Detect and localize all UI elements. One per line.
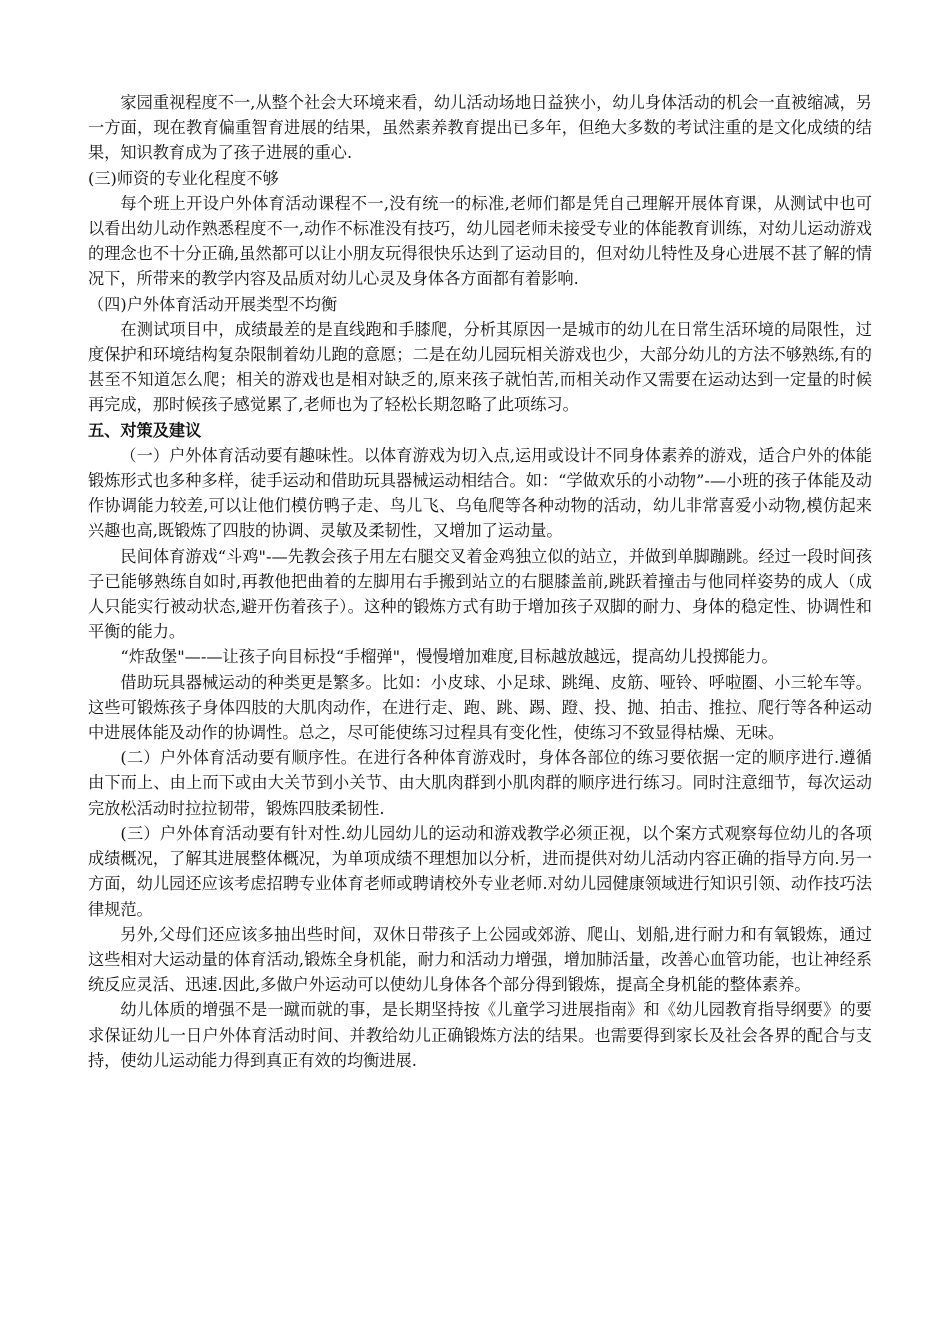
paragraph-sequence: (二）户外体育活动要有顺序性。在进行各种体育游戏时，身体各部位的练习要依据一定的顺序进行.遵循由下而上、由上而下或由大关节到小关节、由大肌肉群到小肌肉群的顺序进行练习。同时注意细节，每次运动完放松活动时拉拉韧带，锻炼四肢柔韧性. [88,748,872,818]
heading-countermeasures: 五、对策及建议 [88,420,202,440]
heading-teacher-professionalism: (三)师资的专业化程度不够 [88,168,279,188]
paragraph-bunker-game: “炸敌堡"—-—让孩子向目标投“手榴弹"，慢慢增加难度,目标越放越远，提高幼儿投掷能力。 [120,647,778,667]
paragraph-parents: 另外,父母们还应该多抽出些时间，双休日带孩子上公园或郊游、爬山、划船,进行耐力和有氧锻炼，通过这些相对大运动量的体育活动,锻炼全身机能，耐力和活动力增强，增加肺活量，改善心血管功能，也让神经系统反应灵活、迅速.因此,多做户外运动可以使幼儿身体各个部分得到锻炼，提高全身机能的整体素养。 [88,924,872,995]
paragraph-equipment: 借助玩具器械运动的种类更是繁多。比如：小皮球、小足球、跳绳、皮筋、哑铃、呼啦圈、小三轮车等。这些可锻炼孩子身体四肢的大肌肉动作，在进行走、跑、跳、踢、蹬、投、抛、拍击、推拉、爬行等各种运动中进展体能及动作的协调性。总之，尽可能使练习过程具有变化性，使练习不致显得枯燥、无味。 [88,672,872,743]
paragraph-teacher-professionalism: 每个班上开设户外体育活动课程不一,没有统一的标准,老师们都是凭自己理解开展体育课，从测试中也可以看出幼儿动作熟悉程度不一,动作不标准没有技巧，幼儿园老师未接受专业的体能教育训练，对幼儿运动游戏的理念也不十分正确,虽然都可以让小朋友玩得很快乐达到了运动目的，但对幼儿特性及身心进展不甚了解的情况下，所带来的教学内容及品质对幼儿心灵及身体各方面都有着影响. [88,193,872,289]
document-page [88,90,872,1073]
paragraph-folk-game: 民间体育游戏“斗鸡"-—先教会孩子用左右腿交叉着金鸡独立似的站立，并做到单脚蹦跳。经过一段时间孩子已能够熟练自如时,再教他把曲着的左脚用右手搬到站立的右腿膝盖前,跳跃着撞击与他同样姿势的成人（成人只能实行被动状态,避开伤着孩子）。这种的锻炼方式有助于增加孩子双脚的耐力、身体的稳定性、协调性和平衡的能力。 [88,546,872,642]
paragraph-activity-imbalance: 在测试项目中，成绩最差的是直线跑和手膝爬，分析其原因一是城市的幼儿在日常生活环境的局限性，过度保护和环境结构复杂限制着幼儿跑的意愿；二是在幼儿园玩相关游戏也少，大部分幼儿的方法不够熟练,有的甚至不知道怎么爬；相关的游戏也是相对缺乏的,原来孩子就怕苦,而相关动作又需要在运动达到一定量的时候再完成，那时候孩子感觉累了,老师也为了轻松长期忽略了此项练习。 [88,319,872,415]
paragraph-conclusion: 幼儿体质的增强不是一蹴而就的事，是长期坚持按《儿童学习进展指南》和《幼儿园教育指导纲要》的要求保证幼儿一日户外体育活动时间、并教给幼儿正确锻炼方法的结果。也需要得到家长及社会各界的配合与支持，使幼儿运动能力得到真正有效的均衡进展. [88,1000,872,1070]
heading-activity-imbalance: （四)户外体育活动开展类型不均衡 [88,294,338,314]
paragraph-interest: （一）户外体育活动要有趣味性。以体育游戏为切入点,运用或设计不同身体素养的游戏，适合户外的体能锻炼形式也多种多样，徒手运动和借助玩具器械运动相结合。如：“学做欢乐的小动物”-—小班的孩子体能及动作协调能力较差,可以让他们模仿鸭子走、鸟儿飞、乌龟爬等各种动物的活动，幼儿非常喜爱小动物,模仿起来兴趣也高,既锻炼了四肢的协调、灵敏及柔韧性，又增加了运动量。 [88,445,872,541]
paragraph-targeted: (三）户外体育活动要有针对性.幼儿园幼儿的运动和游戏教学必须正视，以个案方式观察每位幼儿的各项成绩概况，了解其进展整体概况，为单项成绩不理想加以分析，进而提供对幼儿活动内容正确的指导方向.另一方面，幼儿园还应该考虑招聘专业体育老师或聘请校外专业老师.对幼儿园健康领域进行知识引领、动作技巧法律规范。 [88,823,872,919]
paragraph-home-school: 家园重视程度不一,从整个社会大环境来看，幼儿活动场地日益狭小，幼儿身体活动的机会一直被缩减，另一方面，现在教育偏重智育进展的结果，虽然素养教育提出已多年，但绝大多数的考试注重的是文化成绩的结果，知识教育成为了孩子进展的重心. [88,93,872,163]
